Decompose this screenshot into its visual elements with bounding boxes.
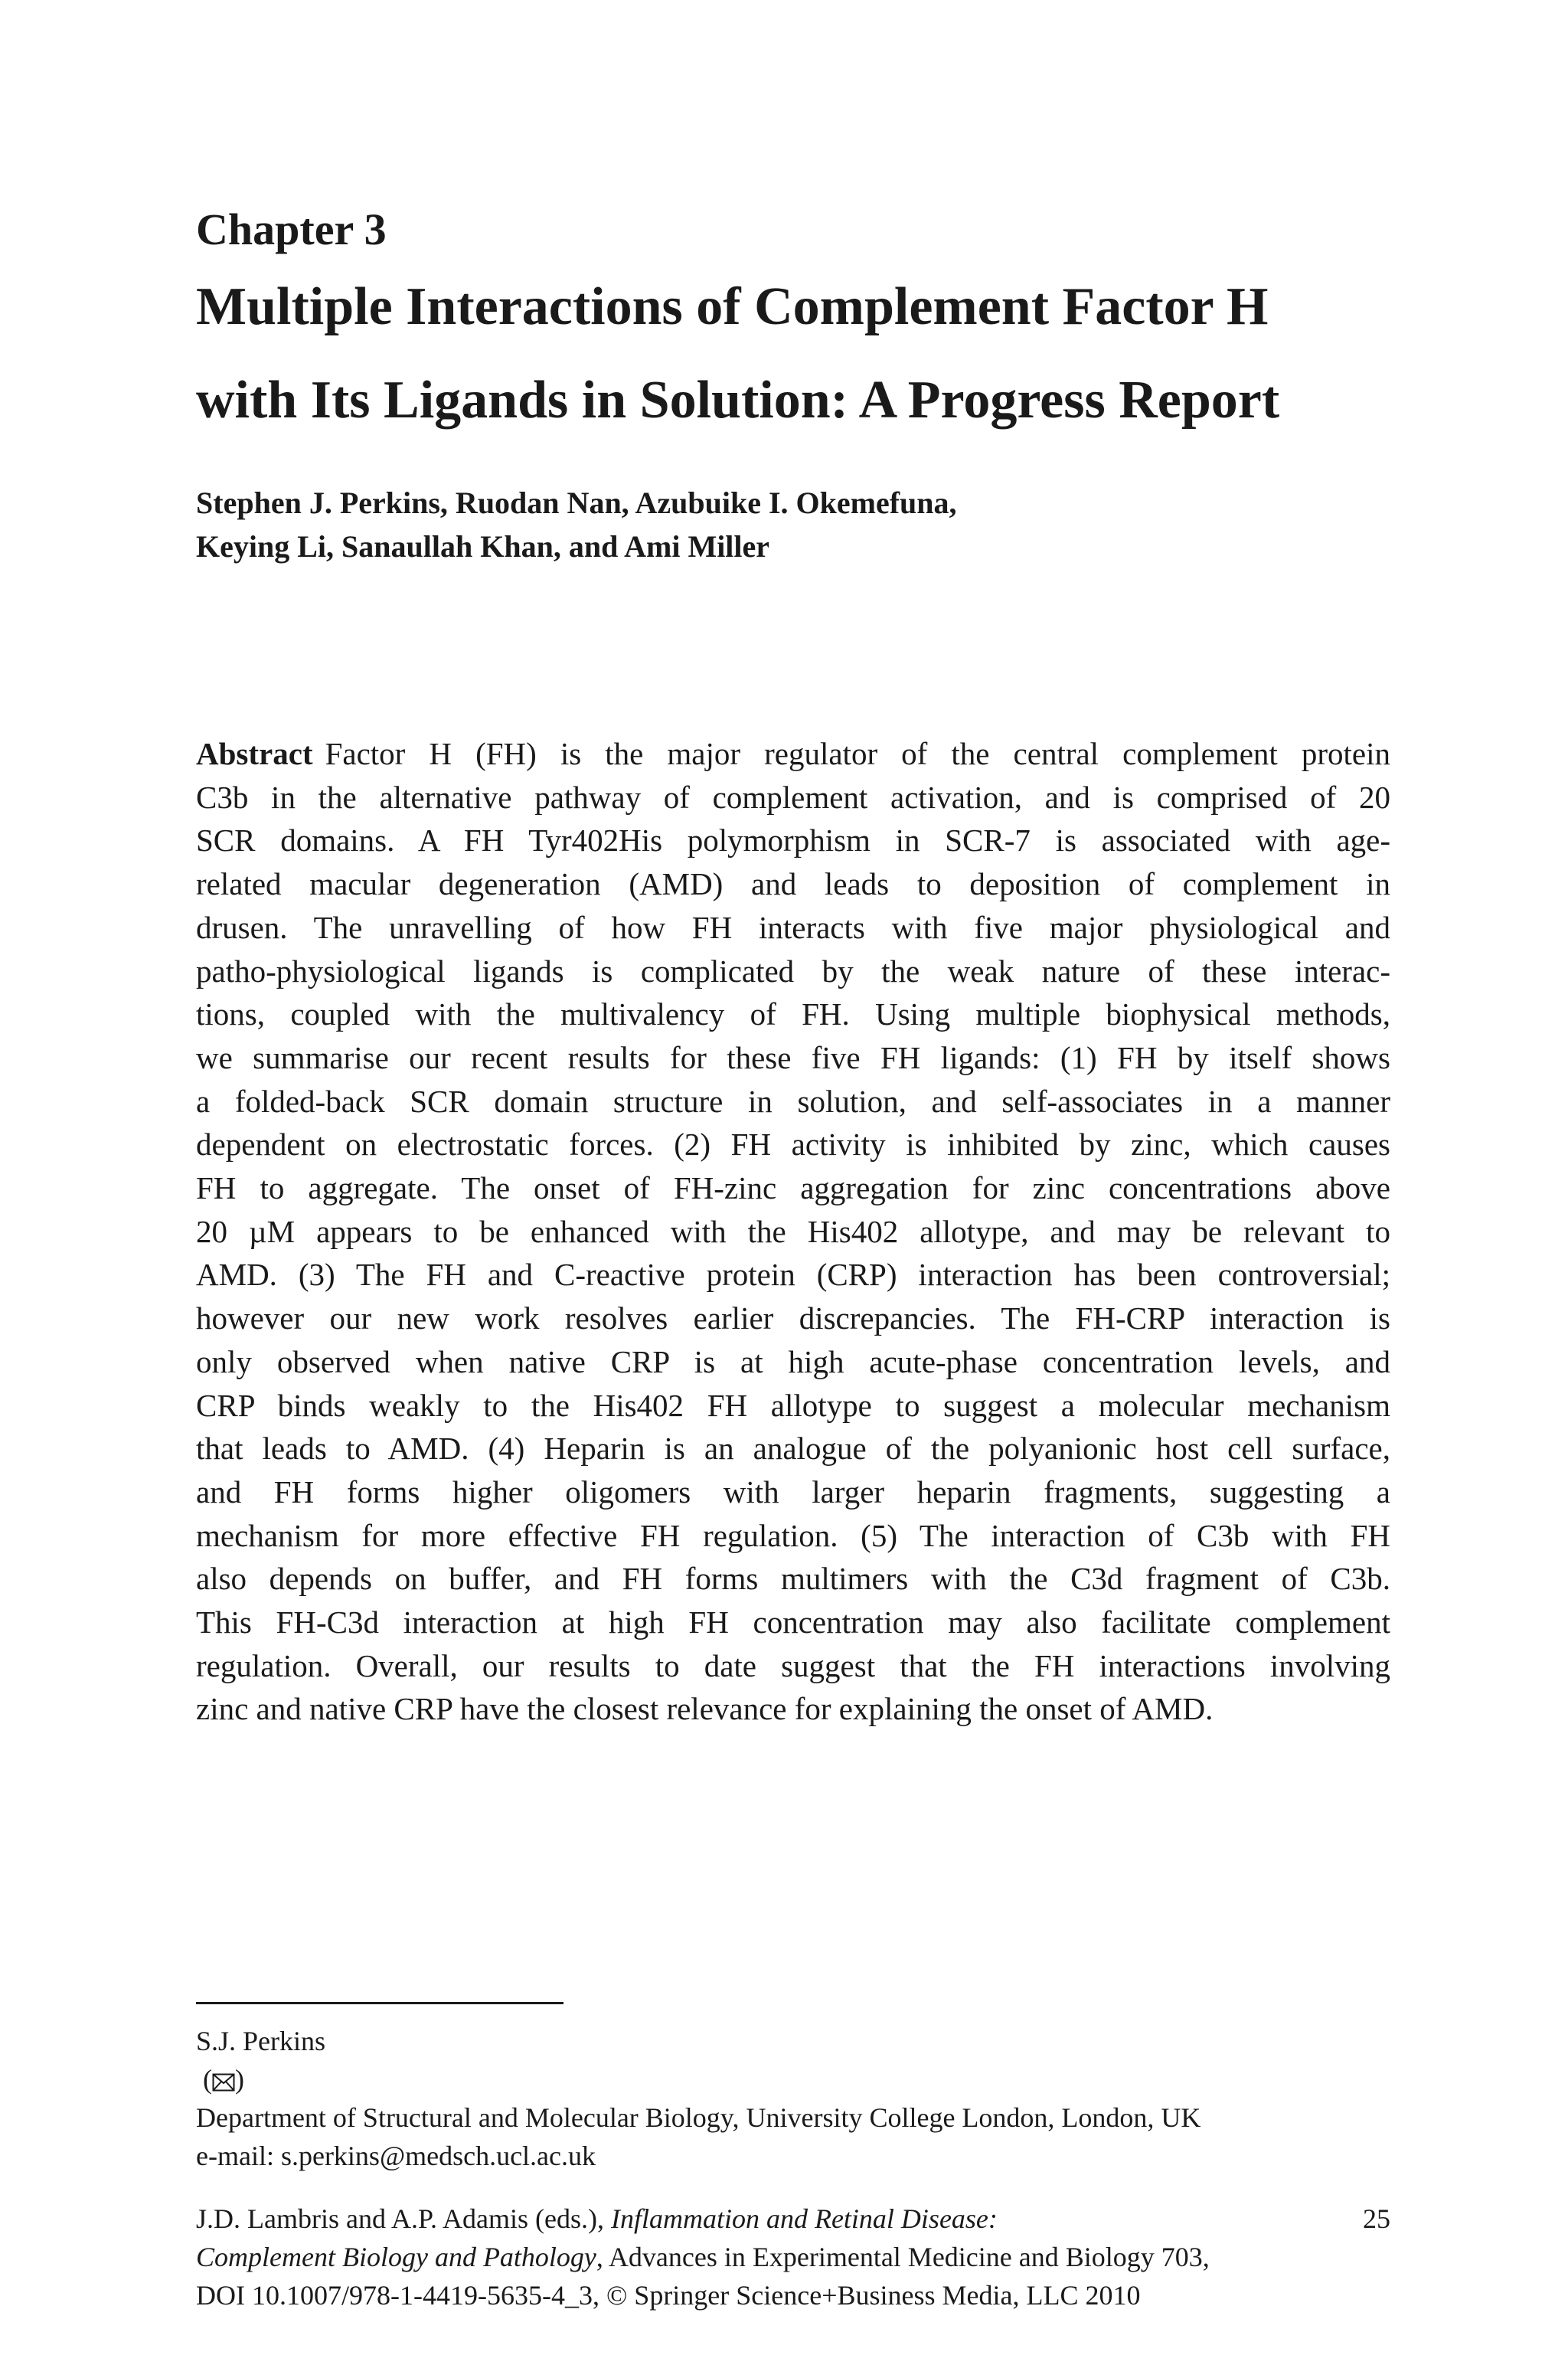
citation-series: , Advances in Experimental Medicine and Biology 703, <box>596 2242 1210 2272</box>
abstract-line: that leads to AMD. (4) Heparin is an analogue of the polyanionic host cell surface, <box>196 1431 1390 1467</box>
author-line: Stephen J. Perkins, Ruodan Nan, Azubuike I. Okemefuna, <box>196 486 957 520</box>
abstract-line: SCR domains. A FH Tyr402His polymorphism in SCR-7 is associated with age- <box>196 823 1390 859</box>
chapter-title <box>196 260 1421 447</box>
abstract-line: also depends on buffer, and FH forms multimers with the C3d fragment of C3b. <box>196 1561 1390 1597</box>
abstract-line: drusen. The unravelling of how FH interacts with five major physiological and <box>196 909 1390 945</box>
footnote-divider <box>196 2002 564 2004</box>
abstract-line: tions, coupled with the multivalency of FH. Using multiple biophysical methods, <box>196 996 1390 1032</box>
author-line: Keying Li, Sanaullah Khan, and Ami Miller <box>196 529 770 564</box>
abstract-label: Abstract <box>196 736 313 771</box>
envelope-icon <box>212 2073 235 2092</box>
abstract-line: This FH-C3d interaction at high FH concentration may also facilitate complement <box>196 1604 1390 1640</box>
abstract-line: 20 µM appears to be enhanced with the His402 allotype, and may be relevant to <box>196 1213 1390 1249</box>
abstract-line: CRP binds weakly to the His402 FH allotype to suggest a molecular mechanism <box>196 1387 1390 1423</box>
abstract-line: and FH forms higher oligomers with larger heparin fragments, suggesting a <box>196 1474 1390 1510</box>
footnote-email: e-mail: s.perkins@medsch.ucl.ac.uk <box>196 2141 596 2171</box>
abstract-line: C3b in the alternative pathway of complement activation, and is comprised of 20 <box>196 779 1390 815</box>
abstract-line: AMD. (3) The FH and C-reactive protein (CRP) interaction has been controversial; <box>196 1257 1390 1293</box>
abstract-line: FH to aggregate. The onset of FH-zinc aggregation for zinc concentrations above <box>196 1170 1390 1206</box>
citation-book-subtitle: Complement Biology and Pathology <box>196 2242 596 2272</box>
abstract-line: patho-physiological ligands is complicated by the weak nature of these interac- <box>196 953 1390 989</box>
page-number: 25 <box>1363 2203 1390 2234</box>
citation-line <box>196 2200 1390 2238</box>
footnote <box>196 2022 1421 2175</box>
abstract-line: we summarise our recent results for these five FH ligands: (1) FH by itself shows <box>196 1039 1390 1075</box>
abstract-line: only observed when native CRP is at high acute-phase concentration levels, and <box>196 1343 1390 1379</box>
citation <box>196 2200 1390 2314</box>
chapter-title-line: Multiple Interactions of Complement Factor H <box>196 277 1269 336</box>
footnote-affiliation: Department of Structural and Molecular Biology, University College London, London, UK <box>196 2102 1201 2133</box>
citation-doi: DOI 10.1007/978-1-4419-5635-4_3, © Springer Science+Business Media, LLC 2010 <box>196 2280 1141 2311</box>
abstract-line: however our new work resolves earlier discrepancies. The FH-CRP interaction is <box>196 1300 1390 1336</box>
citation-book-title: Inflammation and Retinal Disease: <box>610 2203 998 2234</box>
citation-editors: J.D. Lambris and A.P. Adamis (eds.), <box>196 2203 604 2234</box>
abstract-line <box>196 732 1390 776</box>
author-list <box>196 481 1421 568</box>
corresponding-author: S.J. Perkins <box>196 2026 326 2056</box>
chapter-title-line: with Its Ligands in Solution: A Progress Report <box>196 371 1280 430</box>
footnote-author-line: S.J. Perkins ( ) <box>196 2022 1421 2098</box>
abstract-line: a folded-back SCR domain structure in solution, and self-associates in a manner <box>196 1083 1390 1119</box>
abstract-line: dependent on electrostatic forces. (2) FH activity is inhibited by zinc, which causes <box>196 1127 1390 1163</box>
abstract-line: related macular degeneration (AMD) and leads to deposition of complement in <box>196 866 1390 902</box>
chapter-label: Chapter 3 <box>196 204 387 254</box>
abstract <box>196 732 1390 1731</box>
abstract-line: regulation. Overall, our results to date suggest that the FH interactions involving <box>196 1647 1390 1683</box>
abstract-line: zinc and native CRP have the closest relevance for explaining the onset of AMD. <box>196 1691 1214 1727</box>
citation-line <box>196 2238 1390 2276</box>
abstract-line: mechanism for more effective FH regulation. (5) The interaction of C3b with FH <box>196 1517 1390 1553</box>
abstract-text: Factor H (FH) is the major regulator of the central complement protein <box>325 736 1390 771</box>
